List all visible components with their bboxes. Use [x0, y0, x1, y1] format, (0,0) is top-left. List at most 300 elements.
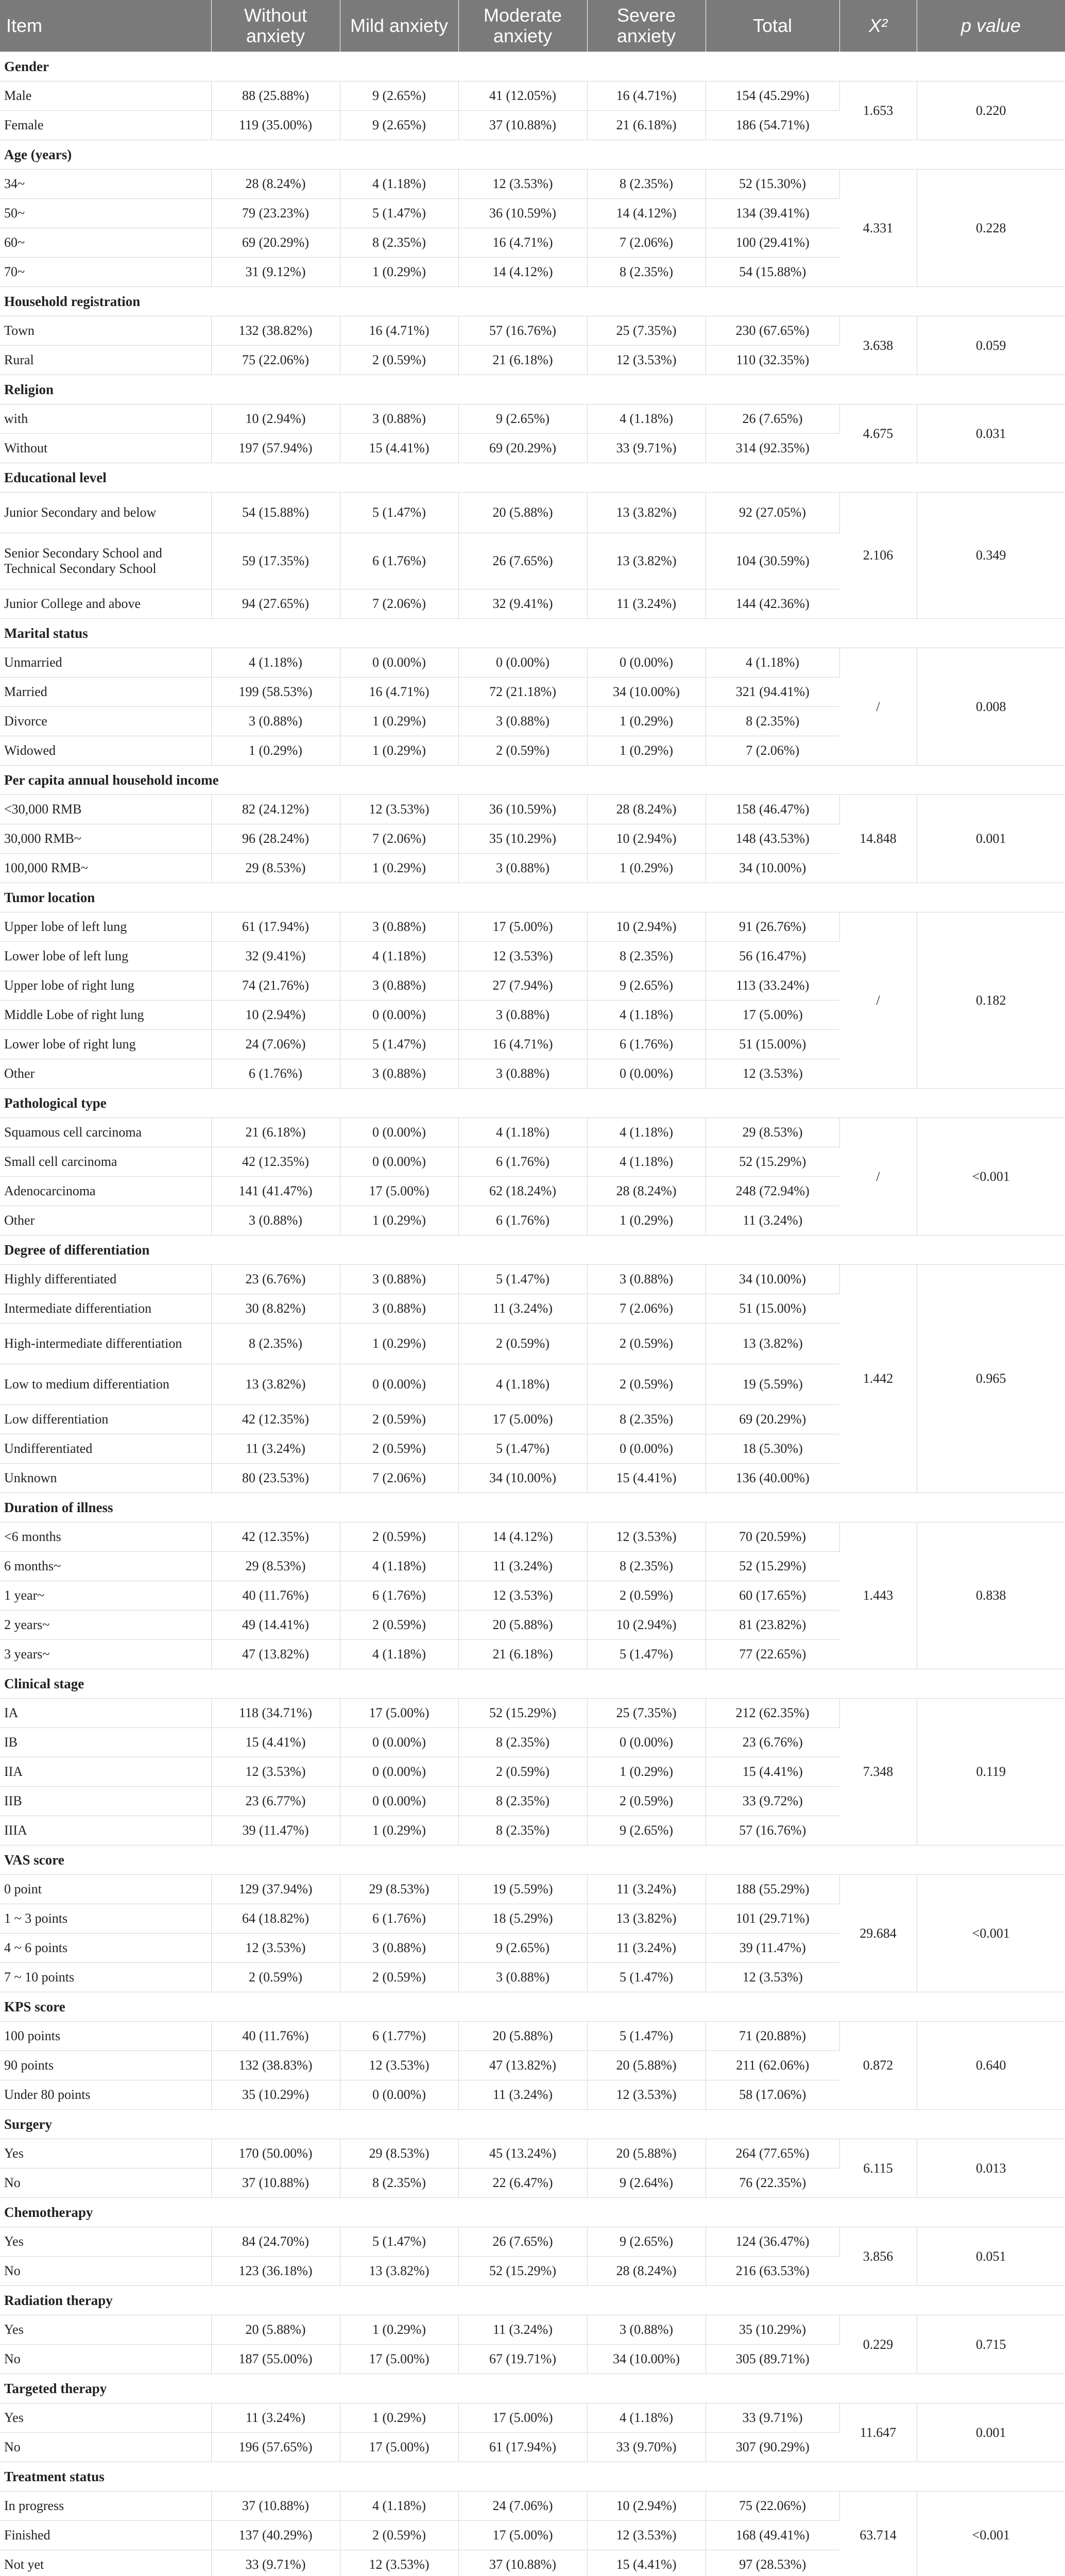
- mild-anxiety-cell: 4 (1.18%): [340, 2492, 458, 2521]
- chi-square-cell: 63.714: [839, 2492, 917, 2576]
- without-anxiety-cell: 12 (3.53%): [211, 1934, 340, 1963]
- row-label: with: [0, 404, 211, 434]
- severe-anxiety-cell: 34 (10.00%): [587, 2345, 706, 2374]
- without-anxiety-cell: 13 (3.82%): [211, 1364, 340, 1405]
- without-anxiety-cell: 1 (0.29%): [211, 736, 340, 766]
- total-cell: 52 (15.29%): [706, 1147, 839, 1177]
- moderate-anxiety-cell: 11 (3.24%): [458, 2080, 587, 2110]
- mild-anxiety-cell: 2 (0.59%): [340, 1522, 458, 1552]
- group-title: Degree of differentiation: [0, 1235, 1065, 1265]
- row-label: <6 months: [0, 1522, 211, 1552]
- total-cell: 69 (20.29%): [706, 1405, 839, 1434]
- severe-anxiety-cell: 9 (2.65%): [587, 2227, 706, 2257]
- row-label: Highly differentiated: [0, 1265, 211, 1294]
- severe-anxiety-cell: 5 (1.47%): [587, 1963, 706, 1992]
- total-cell: 188 (55.29%): [706, 1875, 839, 1904]
- without-anxiety-cell: 119 (35.00%): [211, 111, 340, 140]
- mild-anxiety-cell: 2 (0.59%): [340, 1434, 458, 1464]
- total-cell: 264 (77.65%): [706, 2139, 839, 2168]
- mild-anxiety-cell: 29 (8.53%): [340, 2139, 458, 2168]
- total-cell: 7 (2.06%): [706, 736, 839, 766]
- moderate-anxiety-cell: 9 (2.65%): [458, 404, 587, 434]
- chi-square-cell: 3.856: [839, 2227, 917, 2286]
- row-label: 70~: [0, 258, 211, 287]
- moderate-anxiety-cell: 36 (10.59%): [458, 795, 587, 824]
- row-label: Squamous cell carcinoma: [0, 1118, 211, 1147]
- moderate-anxiety-cell: 3 (0.88%): [458, 1001, 587, 1030]
- severe-anxiety-cell: 4 (1.18%): [587, 1001, 706, 1030]
- without-anxiety-cell: 31 (9.12%): [211, 258, 340, 287]
- group-header-row: [0, 463, 1065, 493]
- without-anxiety-cell: 10 (2.94%): [211, 404, 340, 434]
- group-header-row: [0, 1669, 1065, 1699]
- chi-square-cell: /: [839, 1118, 917, 1235]
- moderate-anxiety-cell: 0 (0.00%): [458, 648, 587, 677]
- group-title: Tumor location: [0, 883, 1065, 912]
- moderate-anxiety-cell: 16 (4.71%): [458, 1030, 587, 1059]
- severe-anxiety-cell: 13 (3.82%): [587, 1904, 706, 1934]
- moderate-anxiety-cell: 61 (17.94%): [458, 2433, 587, 2462]
- total-cell: 75 (22.06%): [706, 2492, 839, 2521]
- moderate-anxiety-cell: 16 (4.71%): [458, 228, 587, 258]
- severe-anxiety-cell: 13 (3.82%): [587, 493, 706, 533]
- p-value-cell: 0.228: [917, 170, 1065, 287]
- severe-anxiety-cell: 20 (5.88%): [587, 2051, 706, 2080]
- total-cell: 12 (3.53%): [706, 1059, 839, 1089]
- row-label: 0 point: [0, 1875, 211, 1904]
- chi-square-cell: 7.348: [839, 1699, 917, 1845]
- without-anxiety-cell: 24 (7.06%): [211, 1030, 340, 1059]
- without-anxiety-cell: 20 (5.88%): [211, 2315, 340, 2345]
- chi-square-cell: 0.872: [839, 2022, 917, 2110]
- moderate-anxiety-cell: 47 (13.82%): [458, 2051, 587, 2080]
- severe-anxiety-cell: 7 (2.06%): [587, 1294, 706, 1324]
- table-row: [0, 1699, 1065, 1728]
- severe-anxiety-cell: 6 (1.76%): [587, 1030, 706, 1059]
- group-title: Religion: [0, 375, 1065, 404]
- without-anxiety-cell: 42 (12.35%): [211, 1522, 340, 1552]
- total-cell: 113 (33.24%): [706, 971, 839, 1001]
- severe-anxiety-cell: 15 (4.41%): [587, 1464, 706, 1493]
- mild-anxiety-cell: 2 (0.59%): [340, 1405, 458, 1434]
- total-cell: 212 (62.35%): [706, 1699, 839, 1728]
- row-label: Lower lobe of right lung: [0, 1030, 211, 1059]
- mild-anxiety-cell: 2 (0.59%): [340, 1963, 458, 1992]
- without-anxiety-cell: 3 (0.88%): [211, 707, 340, 736]
- mild-anxiety-cell: 4 (1.18%): [340, 170, 458, 199]
- mild-anxiety-cell: 12 (3.53%): [340, 2550, 458, 2576]
- severe-anxiety-cell: 1 (0.29%): [587, 854, 706, 883]
- mild-anxiety-cell: 16 (4.71%): [340, 316, 458, 346]
- group-header-row: [0, 766, 1065, 795]
- without-anxiety-cell: 23 (6.77%): [211, 1787, 340, 1816]
- total-cell: 71 (20.88%): [706, 2022, 839, 2051]
- row-label: IIB: [0, 1787, 211, 1816]
- row-label: Junior College and above: [0, 589, 211, 619]
- total-cell: 81 (23.82%): [706, 1611, 839, 1640]
- mild-anxiety-cell: 3 (0.88%): [340, 404, 458, 434]
- without-anxiety-cell: 23 (6.76%): [211, 1265, 340, 1294]
- moderate-anxiety-cell: 8 (2.35%): [458, 1816, 587, 1845]
- group-title: Duration of illness: [0, 1493, 1065, 1522]
- total-cell: 100 (29.41%): [706, 228, 839, 258]
- total-cell: 110 (32.35%): [706, 346, 839, 375]
- total-cell: 19 (5.59%): [706, 1364, 839, 1405]
- header-mild-anxiety: Mild anxiety: [340, 0, 458, 52]
- moderate-anxiety-cell: 34 (10.00%): [458, 1464, 587, 1493]
- moderate-anxiety-cell: 41 (12.05%): [458, 81, 587, 111]
- chi-square-cell: 4.675: [839, 404, 917, 463]
- p-value-cell: 0.059: [917, 316, 1065, 375]
- total-cell: 52 (15.30%): [706, 170, 839, 199]
- moderate-anxiety-cell: 52 (15.29%): [458, 2257, 587, 2286]
- without-anxiety-cell: 29 (8.53%): [211, 1552, 340, 1581]
- severe-anxiety-cell: 8 (2.35%): [587, 1405, 706, 1434]
- total-cell: 76 (22.35%): [706, 2168, 839, 2198]
- severe-anxiety-cell: 12 (3.53%): [587, 2080, 706, 2110]
- row-label: No: [0, 2345, 211, 2374]
- mild-anxiety-cell: 1 (0.29%): [340, 707, 458, 736]
- header-row: [0, 0, 1065, 52]
- mild-anxiety-cell: 3 (0.88%): [340, 912, 458, 942]
- group-header-row: [0, 2374, 1065, 2403]
- moderate-anxiety-cell: 2 (0.59%): [458, 736, 587, 766]
- without-anxiety-cell: 94 (27.65%): [211, 589, 340, 619]
- severe-anxiety-cell: 9 (2.64%): [587, 2168, 706, 2198]
- without-anxiety-cell: 118 (34.71%): [211, 1699, 340, 1728]
- total-cell: 124 (36.47%): [706, 2227, 839, 2257]
- total-cell: 101 (29.71%): [706, 1904, 839, 1934]
- group-header-row: [0, 1089, 1065, 1118]
- p-value-cell: 0.008: [917, 648, 1065, 766]
- without-anxiety-cell: 4 (1.18%): [211, 648, 340, 677]
- moderate-anxiety-cell: 2 (0.59%): [458, 1757, 587, 1787]
- p-value-cell: 0.715: [917, 2315, 1065, 2374]
- severe-anxiety-cell: 10 (2.94%): [587, 2492, 706, 2521]
- p-value-cell: 0.640: [917, 2022, 1065, 2110]
- mild-anxiety-cell: 3 (0.88%): [340, 1265, 458, 1294]
- p-value-cell: 0.051: [917, 2227, 1065, 2286]
- group-title: Age (years): [0, 140, 1065, 170]
- severe-anxiety-cell: 0 (0.00%): [587, 1059, 706, 1089]
- moderate-anxiety-cell: 5 (1.47%): [458, 1434, 587, 1464]
- row-label: 50~: [0, 199, 211, 228]
- mild-anxiety-cell: 6 (1.76%): [340, 533, 458, 589]
- row-label: 3 years~: [0, 1640, 211, 1669]
- chi-square-cell: 2.106: [839, 493, 917, 619]
- moderate-anxiety-cell: 22 (6.47%): [458, 2168, 587, 2198]
- severe-anxiety-cell: 28 (8.24%): [587, 1177, 706, 1206]
- without-anxiety-cell: 42 (12.35%): [211, 1147, 340, 1177]
- total-cell: 77 (22.65%): [706, 1640, 839, 1669]
- table-row: [0, 404, 1065, 434]
- group-title: Household registration: [0, 287, 1065, 316]
- p-value-cell: 0.031: [917, 404, 1065, 463]
- severe-anxiety-cell: 34 (10.00%): [587, 677, 706, 707]
- mild-anxiety-cell: 12 (3.53%): [340, 795, 458, 824]
- row-label: Town: [0, 316, 211, 346]
- without-anxiety-cell: 69 (20.29%): [211, 228, 340, 258]
- mild-anxiety-cell: 6 (1.77%): [340, 2022, 458, 2051]
- table-row: [0, 2022, 1065, 2051]
- mild-anxiety-cell: 0 (0.00%): [340, 1364, 458, 1405]
- without-anxiety-cell: 82 (24.12%): [211, 795, 340, 824]
- group-title: VAS score: [0, 1845, 1065, 1875]
- total-cell: 12 (3.53%): [706, 1963, 839, 1992]
- without-anxiety-cell: 37 (10.88%): [211, 2492, 340, 2521]
- without-anxiety-cell: 12 (3.53%): [211, 1757, 340, 1787]
- without-anxiety-cell: 84 (24.70%): [211, 2227, 340, 2257]
- without-anxiety-cell: 37 (10.88%): [211, 2168, 340, 2198]
- group-header-row: [0, 2110, 1065, 2139]
- without-anxiety-cell: 40 (11.76%): [211, 1581, 340, 1611]
- mild-anxiety-cell: 2 (0.59%): [340, 346, 458, 375]
- total-cell: 15 (4.41%): [706, 1757, 839, 1787]
- severe-anxiety-cell: 14 (4.12%): [587, 199, 706, 228]
- without-anxiety-cell: 75 (22.06%): [211, 346, 340, 375]
- group-title: KPS score: [0, 1992, 1065, 2022]
- row-label: In progress: [0, 2492, 211, 2521]
- row-label: 60~: [0, 228, 211, 258]
- without-anxiety-cell: 15 (4.41%): [211, 1728, 340, 1757]
- total-cell: 314 (92.35%): [706, 434, 839, 463]
- total-cell: 17 (5.00%): [706, 1001, 839, 1030]
- severe-anxiety-cell: 16 (4.71%): [587, 81, 706, 111]
- group-title: Educational level: [0, 463, 1065, 493]
- moderate-anxiety-cell: 67 (19.71%): [458, 2345, 587, 2374]
- moderate-anxiety-cell: 57 (16.76%): [458, 316, 587, 346]
- severe-anxiety-cell: 11 (3.24%): [587, 589, 706, 619]
- mild-anxiety-cell: 2 (0.59%): [340, 2521, 458, 2550]
- p-value-cell: <0.001: [917, 2492, 1065, 2576]
- total-cell: 8 (2.35%): [706, 707, 839, 736]
- mild-anxiety-cell: 5 (1.47%): [340, 199, 458, 228]
- total-cell: 23 (6.76%): [706, 1728, 839, 1757]
- moderate-anxiety-cell: 2 (0.59%): [458, 1324, 587, 1364]
- row-label: Female: [0, 111, 211, 140]
- without-anxiety-cell: 123 (36.18%): [211, 2257, 340, 2286]
- severe-anxiety-cell: 11 (3.24%): [587, 1875, 706, 1904]
- row-label: <30,000 RMB: [0, 795, 211, 824]
- mild-anxiety-cell: 12 (3.53%): [340, 2051, 458, 2080]
- table-row: [0, 2315, 1065, 2345]
- severe-anxiety-cell: 8 (2.35%): [587, 258, 706, 287]
- severe-anxiety-cell: 8 (2.35%): [587, 1552, 706, 1581]
- moderate-anxiety-cell: 45 (13.24%): [458, 2139, 587, 2168]
- total-cell: 211 (62.06%): [706, 2051, 839, 2080]
- chi-square-cell: 29.684: [839, 1875, 917, 1992]
- without-anxiety-cell: 11 (3.24%): [211, 2403, 340, 2433]
- group-title: Surgery: [0, 2110, 1065, 2139]
- row-label: Divorce: [0, 707, 211, 736]
- total-cell: 29 (8.53%): [706, 1118, 839, 1147]
- severe-anxiety-cell: 33 (9.71%): [587, 434, 706, 463]
- group-header-row: [0, 619, 1065, 648]
- without-anxiety-cell: 11 (3.24%): [211, 1434, 340, 1464]
- header-without-anxiety: Without anxiety: [211, 0, 340, 52]
- severe-anxiety-cell: 2 (0.59%): [587, 1364, 706, 1405]
- table-row: [0, 81, 1065, 111]
- moderate-anxiety-cell: 14 (4.12%): [458, 1522, 587, 1552]
- without-anxiety-cell: 30 (8.82%): [211, 1294, 340, 1324]
- row-label: Yes: [0, 2139, 211, 2168]
- without-anxiety-cell: 54 (15.88%): [211, 493, 340, 533]
- total-cell: 39 (11.47%): [706, 1934, 839, 1963]
- severe-anxiety-cell: 4 (1.18%): [587, 1147, 706, 1177]
- without-anxiety-cell: 59 (17.35%): [211, 533, 340, 589]
- group-header-row: [0, 52, 1065, 81]
- moderate-anxiety-cell: 21 (6.18%): [458, 1640, 587, 1669]
- without-anxiety-cell: 74 (21.76%): [211, 971, 340, 1001]
- moderate-anxiety-cell: 11 (3.24%): [458, 1294, 587, 1324]
- row-label: Low differentiation: [0, 1405, 211, 1434]
- moderate-anxiety-cell: 20 (5.88%): [458, 1611, 587, 1640]
- severe-anxiety-cell: 2 (0.59%): [587, 1787, 706, 1816]
- total-cell: 92 (27.05%): [706, 493, 839, 533]
- row-label: Upper lobe of right lung: [0, 971, 211, 1001]
- without-anxiety-cell: 8 (2.35%): [211, 1324, 340, 1364]
- chi-square-cell: /: [839, 648, 917, 766]
- mild-anxiety-cell: 4 (1.18%): [340, 1640, 458, 1669]
- moderate-anxiety-cell: 37 (10.88%): [458, 2550, 587, 2576]
- mild-anxiety-cell: 8 (2.35%): [340, 2168, 458, 2198]
- moderate-anxiety-cell: 14 (4.12%): [458, 258, 587, 287]
- mild-anxiety-cell: 7 (2.06%): [340, 824, 458, 854]
- severe-anxiety-cell: 0 (0.00%): [587, 1728, 706, 1757]
- p-value-cell: 0.001: [917, 795, 1065, 883]
- without-anxiety-cell: 197 (57.94%): [211, 434, 340, 463]
- severe-anxiety-cell: 3 (0.88%): [587, 1265, 706, 1294]
- row-label: Other: [0, 1206, 211, 1235]
- mild-anxiety-cell: 1 (0.29%): [340, 2315, 458, 2345]
- p-value-cell: 0.001: [917, 2403, 1065, 2462]
- row-label: 90 points: [0, 2051, 211, 2080]
- without-anxiety-cell: 42 (12.35%): [211, 1405, 340, 1434]
- severe-anxiety-cell: 1 (0.29%): [587, 707, 706, 736]
- row-label: Male: [0, 81, 211, 111]
- row-label: 7 ~ 10 points: [0, 1963, 211, 1992]
- mild-anxiety-cell: 7 (2.06%): [340, 1464, 458, 1493]
- moderate-anxiety-cell: 3 (0.88%): [458, 1963, 587, 1992]
- without-anxiety-cell: 79 (23.23%): [211, 199, 340, 228]
- moderate-anxiety-cell: 4 (1.18%): [458, 1364, 587, 1405]
- mild-anxiety-cell: 6 (1.76%): [340, 1904, 458, 1934]
- total-cell: 51 (15.00%): [706, 1030, 839, 1059]
- moderate-anxiety-cell: 11 (3.24%): [458, 2315, 587, 2345]
- without-anxiety-cell: 137 (40.29%): [211, 2521, 340, 2550]
- group-header-row: [0, 140, 1065, 170]
- row-label: Under 80 points: [0, 2080, 211, 2110]
- row-label: 1 ~ 3 points: [0, 1904, 211, 1934]
- without-anxiety-cell: 35 (10.29%): [211, 2080, 340, 2110]
- without-anxiety-cell: 196 (57.65%): [211, 2433, 340, 2462]
- moderate-anxiety-cell: 9 (2.65%): [458, 1934, 587, 1963]
- group-header-row: [0, 2286, 1065, 2315]
- group-title: Clinical stage: [0, 1669, 1065, 1699]
- p-value-cell: 0.182: [917, 912, 1065, 1089]
- total-cell: 57 (16.76%): [706, 1816, 839, 1845]
- severe-anxiety-cell: 13 (3.82%): [587, 533, 706, 589]
- moderate-anxiety-cell: 6 (1.76%): [458, 1147, 587, 1177]
- severe-anxiety-cell: 9 (2.65%): [587, 971, 706, 1001]
- total-cell: 58 (17.06%): [706, 2080, 839, 2110]
- row-label: Middle Lobe of right lung: [0, 1001, 211, 1030]
- severe-anxiety-cell: 9 (2.65%): [587, 1816, 706, 1845]
- p-value-cell: 0.119: [917, 1699, 1065, 1845]
- severe-anxiety-cell: 0 (0.00%): [587, 648, 706, 677]
- severe-anxiety-cell: 10 (2.94%): [587, 824, 706, 854]
- row-label: Yes: [0, 2227, 211, 2257]
- mild-anxiety-cell: 6 (1.76%): [340, 1581, 458, 1611]
- row-label: 100,000 RMB~: [0, 854, 211, 883]
- total-cell: 186 (54.71%): [706, 111, 839, 140]
- group-title: Treatment status: [0, 2462, 1065, 2492]
- chi-square-cell: 0.229: [839, 2315, 917, 2374]
- table-row: [0, 1522, 1065, 1552]
- mild-anxiety-cell: 3 (0.88%): [340, 1934, 458, 1963]
- chi-square-cell: 11.647: [839, 2403, 917, 2462]
- table-row: [0, 2227, 1065, 2257]
- row-label: Adenocarcinoma: [0, 1177, 211, 1206]
- row-label: Undifferentiated: [0, 1434, 211, 1464]
- row-label: Low to medium differentiation: [0, 1364, 211, 1405]
- group-title: Gender: [0, 52, 1065, 81]
- moderate-anxiety-cell: 26 (7.65%): [458, 533, 587, 589]
- row-label: Senior Secondary School and Technical Secondary School: [0, 533, 211, 589]
- total-cell: 18 (5.30%): [706, 1434, 839, 1464]
- table-row: [0, 1118, 1065, 1147]
- row-label: IIA: [0, 1757, 211, 1787]
- total-cell: 54 (15.88%): [706, 258, 839, 287]
- total-cell: 307 (90.29%): [706, 2433, 839, 2462]
- mild-anxiety-cell: 0 (0.00%): [340, 1787, 458, 1816]
- without-anxiety-cell: 170 (50.00%): [211, 2139, 340, 2168]
- row-label: 6 months~: [0, 1552, 211, 1581]
- total-cell: 70 (20.59%): [706, 1522, 839, 1552]
- mild-anxiety-cell: 0 (0.00%): [340, 2080, 458, 2110]
- severe-anxiety-cell: 5 (1.47%): [587, 2022, 706, 2051]
- total-cell: 305 (89.71%): [706, 2345, 839, 2374]
- severe-anxiety-cell: 20 (5.88%): [587, 2139, 706, 2168]
- without-anxiety-cell: 29 (8.53%): [211, 854, 340, 883]
- severe-anxiety-cell: 28 (8.24%): [587, 795, 706, 824]
- severe-anxiety-cell: 5 (1.47%): [587, 1640, 706, 1669]
- total-cell: 154 (45.29%): [706, 81, 839, 111]
- group-title: Chemotherapy: [0, 2198, 1065, 2227]
- chi-square-cell: 1.443: [839, 1522, 917, 1669]
- mild-anxiety-cell: 1 (0.29%): [340, 854, 458, 883]
- without-anxiety-cell: 2 (0.59%): [211, 1963, 340, 1992]
- total-cell: 144 (42.36%): [706, 589, 839, 619]
- mild-anxiety-cell: 17 (5.00%): [340, 2345, 458, 2374]
- mild-anxiety-cell: 5 (1.47%): [340, 1030, 458, 1059]
- group-header-row: [0, 2462, 1065, 2492]
- p-value-cell: 0.013: [917, 2139, 1065, 2198]
- table-row: [0, 316, 1065, 346]
- mild-anxiety-cell: 0 (0.00%): [340, 1757, 458, 1787]
- mild-anxiety-cell: 17 (5.00%): [340, 1177, 458, 1206]
- table-row: [0, 493, 1065, 533]
- without-anxiety-cell: 88 (25.88%): [211, 81, 340, 111]
- moderate-anxiety-cell: 21 (6.18%): [458, 346, 587, 375]
- table-header: [0, 0, 1065, 52]
- group-title: Marital status: [0, 619, 1065, 648]
- moderate-anxiety-cell: 26 (7.65%): [458, 2227, 587, 2257]
- mild-anxiety-cell: 9 (2.65%): [340, 81, 458, 111]
- row-label: Intermediate differentiation: [0, 1294, 211, 1324]
- mild-anxiety-cell: 5 (1.47%): [340, 2227, 458, 2257]
- severe-anxiety-cell: 25 (7.35%): [587, 1699, 706, 1728]
